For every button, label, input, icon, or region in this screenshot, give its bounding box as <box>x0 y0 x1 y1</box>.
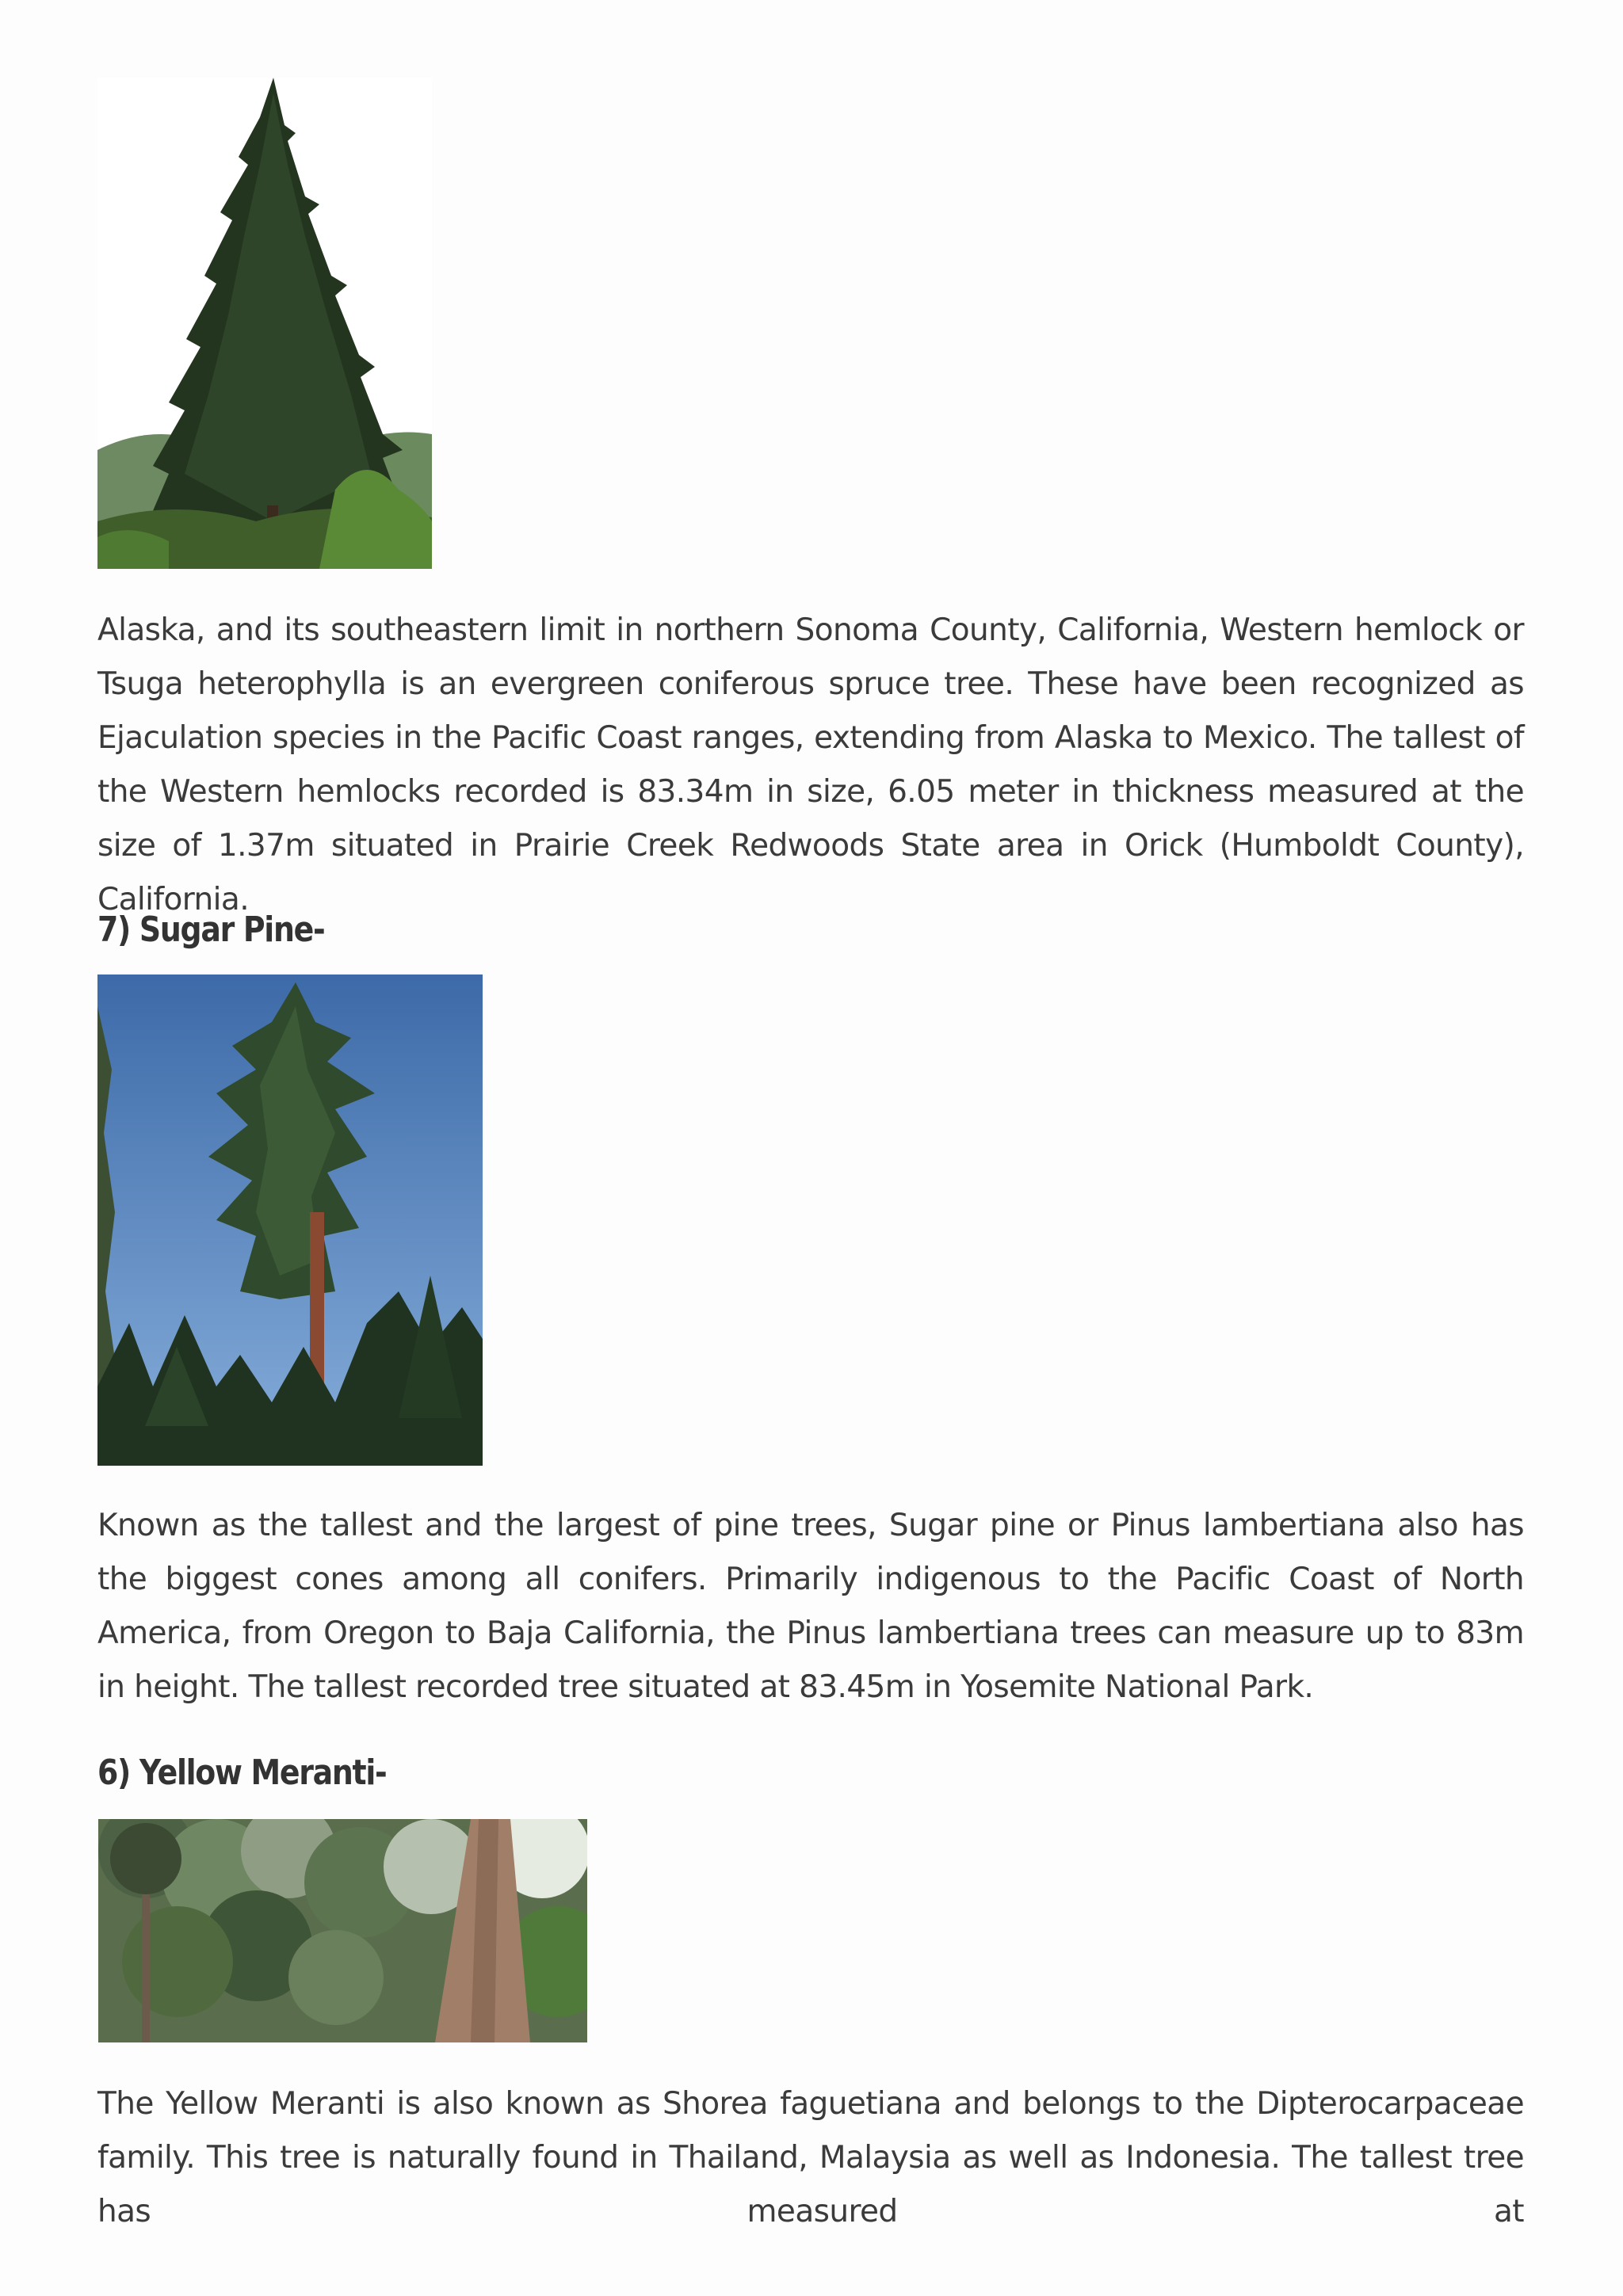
spruce-tree-image <box>97 78 432 569</box>
spruce-paragraph: Alaska, and its southeastern limit in northern Sonoma County, California, Western hemlock or Tsuga heterophylla is an evergreen coniferous spruce tree. These have been recognized as Ejaculation species in the Pacific Coast ranges, extending from Alaska to Mexico. The tallest of the Western hemlocks recorded is 83.34m in size, 6.05 meter in thickness measured at the size of 1.37m situated in Prairie Creek Redwoods State area in Orick (Humboldt County), California. <box>97 612 1524 917</box>
yellow-meranti-paragraph: The Yellow Meranti is also known as Shorea faguetiana and belongs to the Dipterocarpaceae family. This tree is naturally found in Thailand, Malaysia as well as Indonesia. The tallest tree has measured at <box>97 2086 1524 2229</box>
yellow-meranti-image <box>98 1819 587 2042</box>
sugar-pine-image <box>97 974 483 1466</box>
sugar-pine-paragraph: Known as the tallest and the largest of pine trees, Sugar pine or Pinus lambertiana also has the biggest cones among all conifers. Primarily indigenous to the Pacific Coast of North America, from Oregon to Baja California, the Pinus lambertiana trees can measure up to 83m in height. The tallest recorded tree situated at 83.45m in Yosemite National Park. <box>97 1508 1524 1705</box>
sugar-pine-heading: 7) Sugar Pine- <box>97 910 325 950</box>
yellow-meranti-heading: 6) Yellow Meranti- <box>97 1753 387 1793</box>
